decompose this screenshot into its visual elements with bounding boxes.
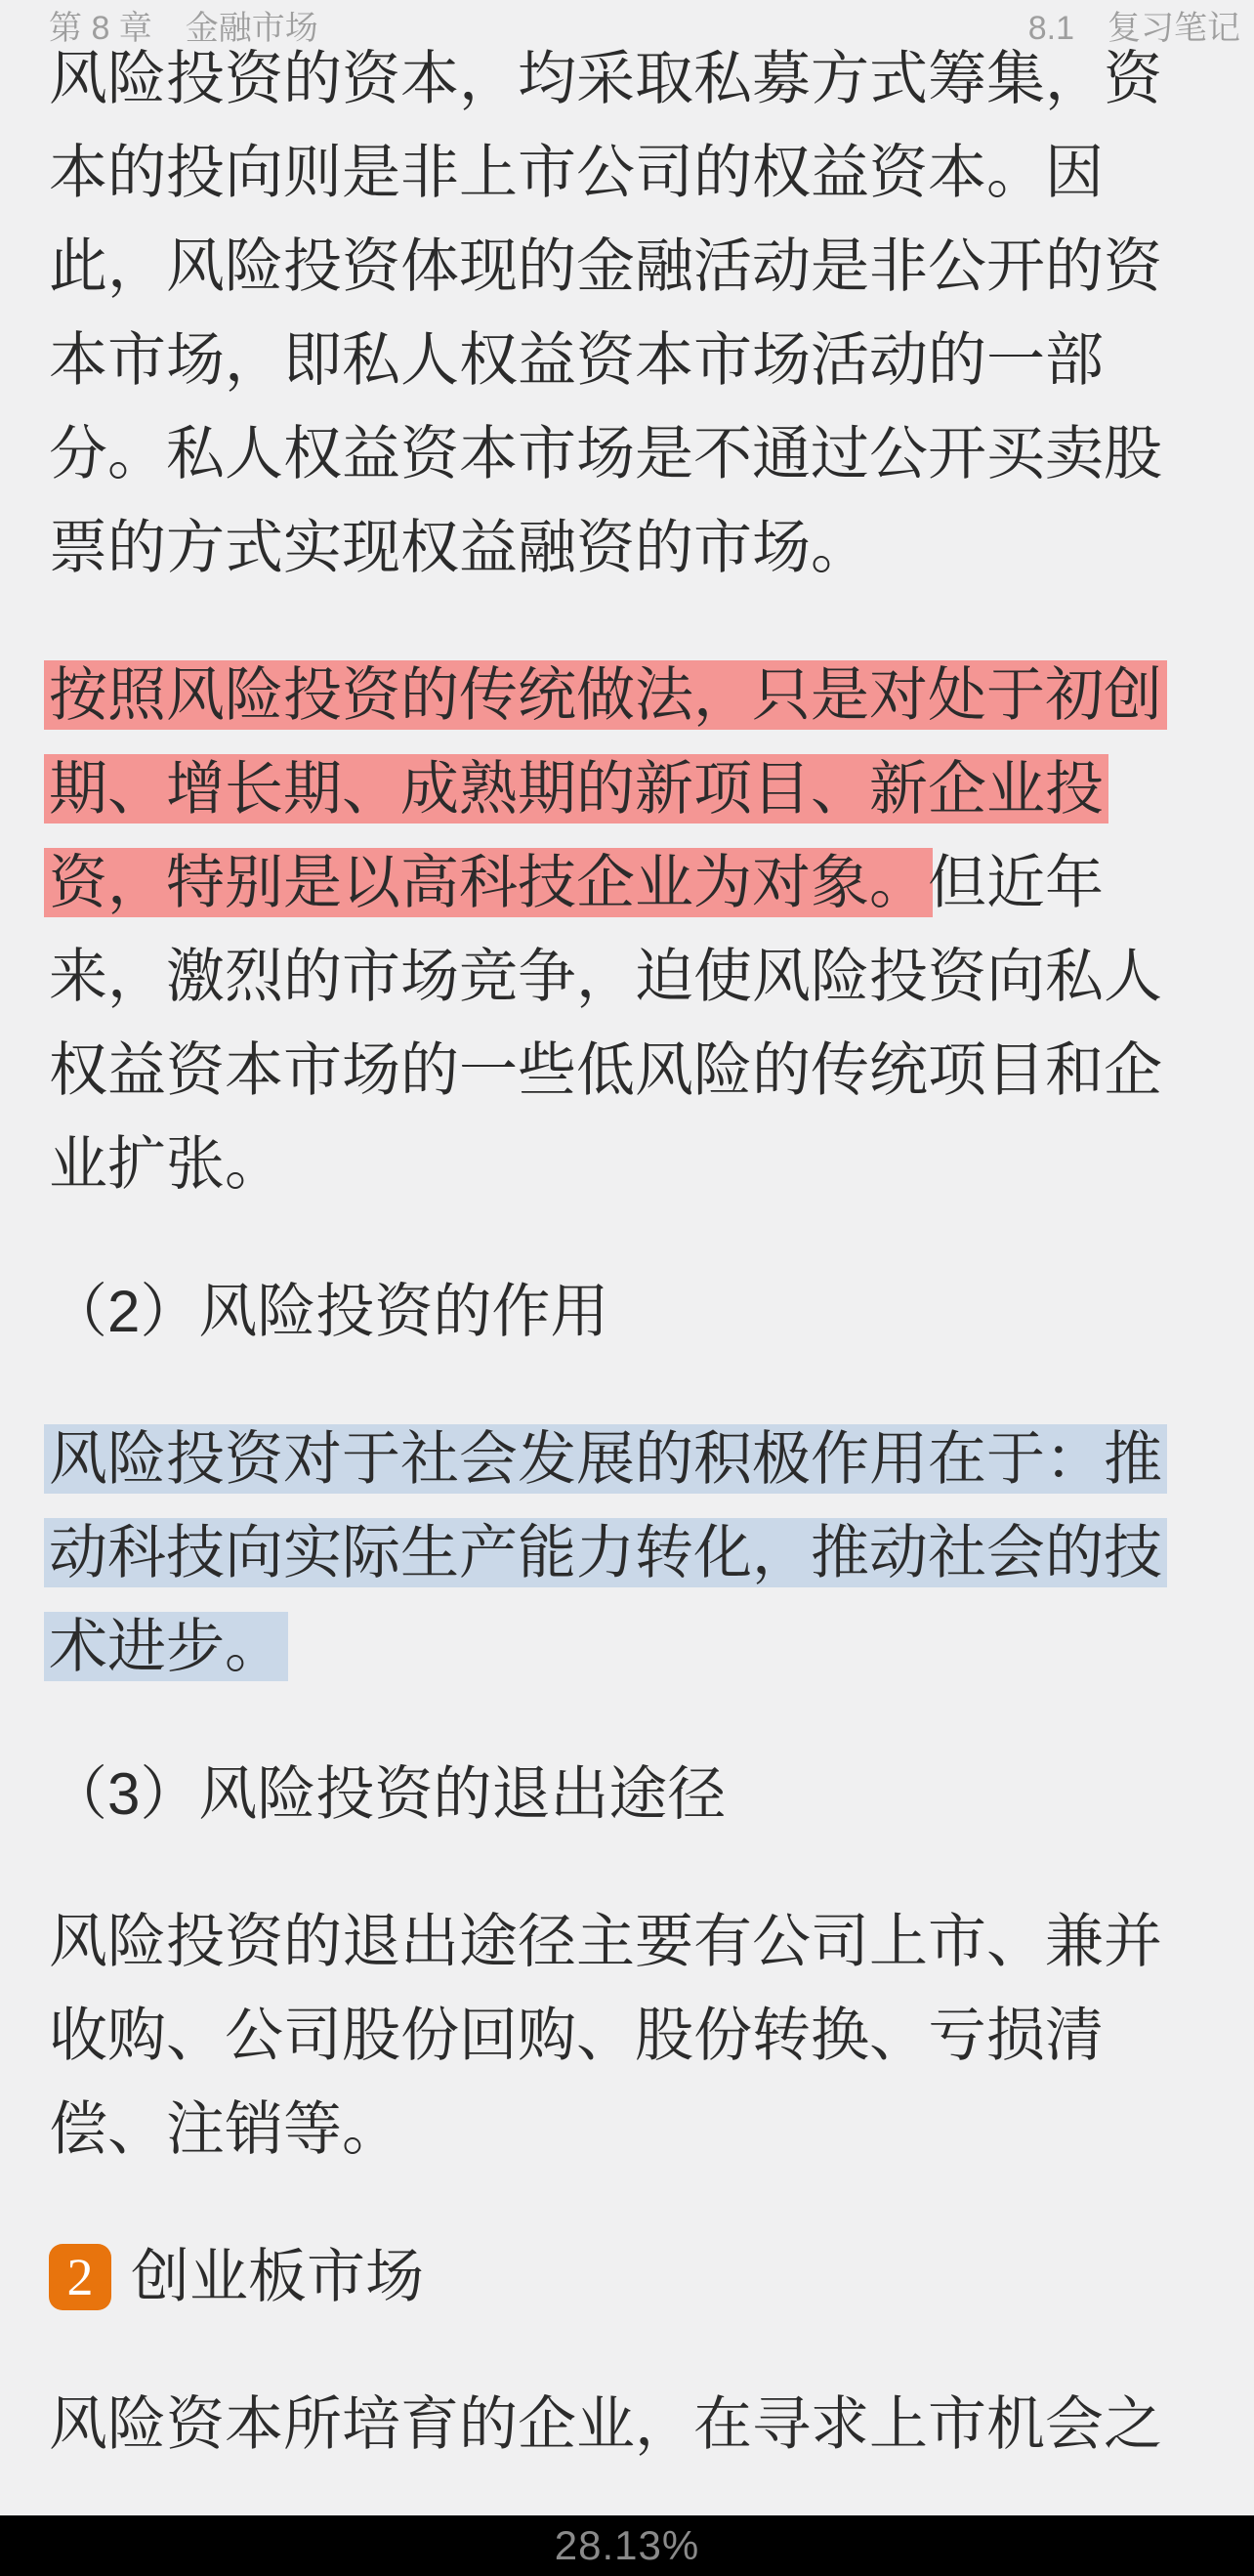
text-line [49, 220, 1205, 314]
text-line [49, 1506, 1205, 1600]
text-line [49, 1748, 1205, 1841]
text-line [49, 2378, 1205, 2471]
text-segment: 业扩张。 [49, 1131, 283, 1197]
reader-content[interactable] [49, 32, 1205, 2525]
text-line [49, 1118, 1205, 1211]
highlighted-text[interactable]: 术进步。 [44, 1612, 288, 1681]
section-heading [49, 2230, 1205, 2324]
text-segment: 风险投资的资本，均采取私募方式筹集，资 [49, 46, 1162, 111]
highlighted-text[interactable]: 动科技向实际生产能力转化，推动社会的技 [44, 1518, 1167, 1587]
progress-percentage: 28.13% [554, 2522, 700, 2568]
text-line [49, 1265, 1205, 1359]
text-segment: 本市场，即私人权益资本市场活动的一部 [49, 327, 1104, 393]
text-line [49, 407, 1205, 501]
text-line [49, 930, 1205, 1024]
text-line [49, 32, 1205, 126]
text-segment: （2）风险投资的作用 [49, 1279, 609, 1344]
text-line [49, 742, 1205, 836]
paragraph [49, 1748, 1205, 1841]
highlighted-text[interactable]: 资，特别是以高科技企业为对象。 [44, 848, 933, 917]
chapter-title: 第 8 章 金融市场 [49, 10, 318, 47]
section-title: 创业板市场 [131, 2244, 424, 2309]
highlighted-text[interactable]: 风险投资对于社会发展的积极作用在于：推 [44, 1424, 1167, 1494]
text-segment: 来，激烈的市场竞争，迫使风险投资向私人 [49, 944, 1162, 1009]
text-segment: （3）风险投资的退出途径 [49, 1761, 727, 1827]
text-segment: 收购、公司股份回购、股份转换、亏损清 [49, 2003, 1104, 2068]
text-segment: 票的方式实现权益融资的市场。 [49, 515, 869, 580]
text-segment: 分。私人权益资本市场是不通过公开买卖股 [49, 421, 1162, 486]
text-line [49, 501, 1205, 595]
paragraph [49, 1265, 1205, 1359]
text-line [49, 649, 1205, 742]
text-line [49, 2083, 1205, 2176]
text-line [49, 1413, 1205, 1506]
section-number-badge: 2 [49, 2244, 111, 2310]
section-breadcrumb: 8.1 复习笔记 [1027, 10, 1240, 47]
text-line [49, 126, 1205, 220]
paragraph [49, 2378, 1205, 2471]
text-segment: 风险投资的退出途径主要有公司上市、兼并 [49, 1909, 1162, 1974]
text-line [49, 1895, 1205, 1989]
highlighted-text[interactable]: 按照风险投资的传统做法，只是对处于初创 [44, 660, 1167, 730]
text-line [49, 1600, 1205, 1694]
paragraph [49, 649, 1205, 1211]
text-segment: 此，风险投资体现的金融活动是非公开的资 [49, 233, 1162, 299]
text-segment: 偿、注销等。 [49, 2096, 400, 2162]
text-line [49, 1989, 1205, 2083]
text-segment: 权益资本市场的一些低风险的传统项目和企 [49, 1037, 1162, 1103]
paragraph [49, 1413, 1205, 1694]
paragraph [49, 32, 1205, 595]
highlighted-text[interactable]: 期、增长期、成熟期的新项目、新企业投 [44, 754, 1108, 823]
paragraph [49, 1895, 1205, 2176]
text-segment: 但近年 [928, 850, 1104, 915]
text-segment: 本的投向则是非上市公司的权益资本。因 [49, 140, 1104, 205]
progress-bar [0, 2515, 1254, 2576]
text-line [49, 1024, 1205, 1118]
text-line [49, 314, 1205, 407]
text-segment: 风险资本所培育的企业，在寻求上市机会之 [49, 2391, 1162, 2457]
text-line [49, 836, 1205, 930]
